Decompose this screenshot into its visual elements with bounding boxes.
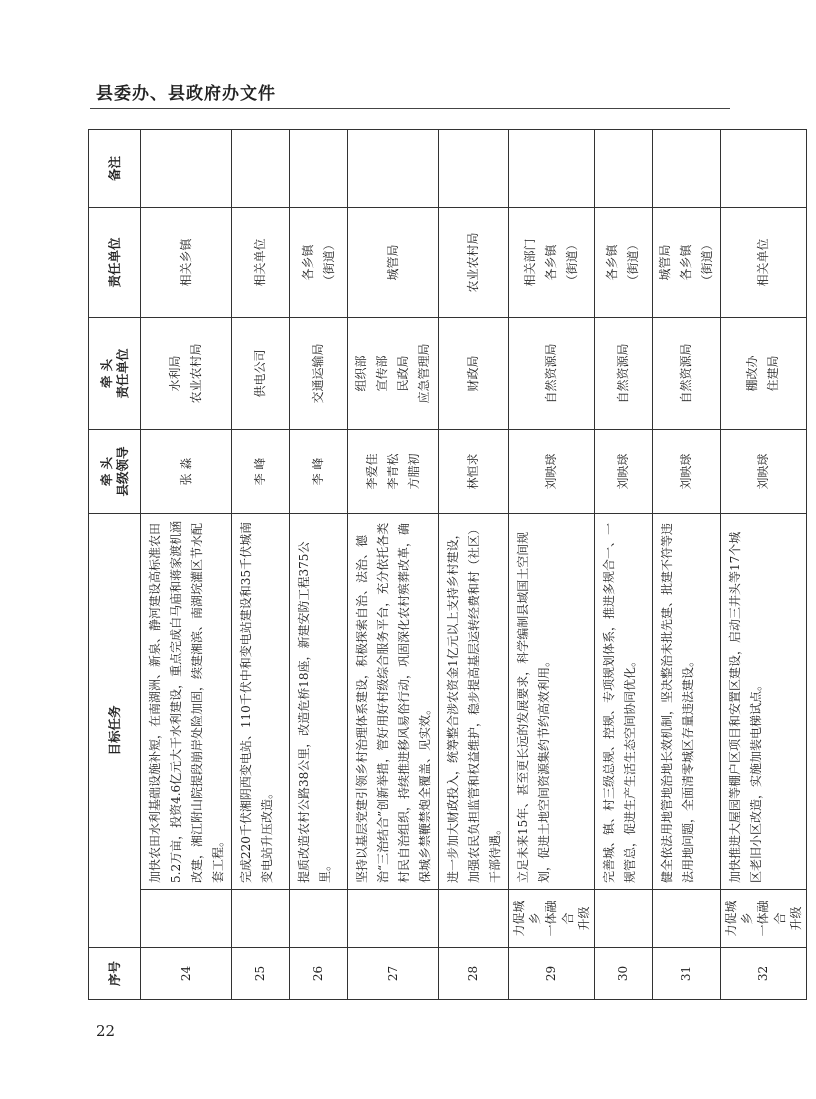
cell-task: 完善城、镇、村三级总规、控规、专项规划体系，推进多规合一、一规管总，促进生产生活生态空间协同优化。	[594, 513, 652, 889]
table-row	[439, 129, 509, 999]
cell-lead-unit: 供电公司	[232, 317, 290, 429]
cell-task: 加快农田水利基础设施补短，在南湖洲、新泉、静河建设高标准农田5.2万亩，投资4.6亿元大干水利建设，重点完成白马庙和蒋家渡机涵改建，湘江附山院提段崩岸处险加固，续建湘滨、南湖垸灌区节水配套工程。	[141, 513, 232, 889]
cell-remark	[720, 129, 806, 207]
cell-resp-unit: 各乡镇 （街道）	[290, 207, 348, 317]
header-leader: 牵 头 县级领导	[89, 429, 141, 513]
cell-remark	[439, 129, 509, 207]
cell-task: 进一步加大财政投入，统筹整合涉农资金1亿元以上支持乡村建设，加强农民负担监管和权益维护，稳步提高基层运转经费和村（社区）干部待遇。	[439, 513, 509, 889]
cell-goal	[348, 890, 439, 948]
cell-remark	[232, 129, 290, 207]
rotated-table-frame	[88, 130, 803, 1000]
cell-lead-unit: 自然资源局	[652, 317, 720, 429]
cell-seq: 24	[141, 948, 232, 1000]
cell-resp-unit: 城管局 各乡镇 （街道）	[652, 207, 720, 317]
cell-lead-unit: 交通运输局	[290, 317, 348, 429]
cell-leader: 张 淼	[141, 429, 232, 513]
cell-goal	[652, 890, 720, 948]
header-resp-unit: 责任单位	[89, 207, 141, 317]
cell-seq: 32	[720, 948, 806, 1000]
cell-leader: 林恒求	[439, 429, 509, 513]
cell-seq: 27	[348, 948, 439, 1000]
header-rule	[90, 108, 730, 109]
cell-leader: 刘映球	[652, 429, 720, 513]
cell-leader: 刘映球	[594, 429, 652, 513]
cell-lead-unit: 组织部 宣传部 民政局 应急管理局	[348, 317, 439, 429]
cell-resp-unit: 各乡镇 （街道）	[594, 207, 652, 317]
cell-task: 提质改造农村公路38公里，改造危桥18座，新建安防工程375公里。	[290, 513, 348, 889]
cell-leader: 李爱佳 李青松 方腊初	[348, 429, 439, 513]
cell-goal	[141, 890, 232, 948]
cell-task: 加快推进大屋园等棚户区项目和安置区建设，启动三井头等17个城区老旧小区改造，实施加装电梯试点。	[720, 513, 806, 889]
header-title: 县委办、县政府办文件	[96, 84, 276, 104]
cell-remark	[348, 129, 439, 207]
cell-seq: 30	[594, 948, 652, 1000]
cell-leader: 刘映球	[720, 429, 806, 513]
cell-lead-unit: 水利局 农业农村局	[141, 317, 232, 429]
cell-resp-unit: 相关部门 各乡镇 （街道）	[509, 207, 595, 317]
cell-lead-unit: 自然资源局	[594, 317, 652, 429]
table-row	[290, 129, 348, 999]
header-lead-unit: 牵 头 责任单位	[89, 317, 141, 429]
cell-goal	[439, 890, 509, 948]
cell-resp-unit: 相关单位	[232, 207, 290, 317]
cell-seq: 29	[509, 948, 595, 1000]
cell-seq: 25	[232, 948, 290, 1000]
cell-task: 完成220千伏湘阴西变电站、110千伏中和变电站建设和35千伏城南变电站升压改造。	[232, 513, 290, 889]
cell-task: 立足未来15年、甚至更长远的发展要求，科学编制县域国土空间规划，促进土地空间资源集约节约高效利用。	[509, 513, 595, 889]
table-row	[652, 129, 720, 999]
cell-goal	[594, 890, 652, 948]
cell-remark	[141, 129, 232, 207]
table-row	[509, 129, 595, 999]
cell-seq: 31	[652, 948, 720, 1000]
header-goal: 目标任务	[89, 513, 141, 947]
cell-resp-unit: 相关单位	[720, 207, 806, 317]
cell-resp-unit: 相关乡镇	[141, 207, 232, 317]
header-remark: 备注	[89, 129, 141, 207]
cell-leader: 李 峰	[232, 429, 290, 513]
cell-lead-unit: 自然资源局	[509, 317, 595, 429]
cell-remark	[509, 129, 595, 207]
cell-task: 坚持以基层党建引领乡村治理体系建设，积极探索自治、法治、德治“三治结合”创新举措，管好用好村级综合服务平台，充分依托各类村民自治组织，持续推进移风易俗行动，巩固深化农村殡葬改革，确保城乡禁鞭禁炮全覆盖、见实效。	[348, 513, 439, 889]
cell-lead-unit: 财政局	[439, 317, 509, 429]
cell-remark	[290, 129, 348, 207]
cell-remark	[652, 129, 720, 207]
cell-resp-unit: 城管局	[348, 207, 439, 317]
cell-goal: 力促城乡 一体融合 升级	[720, 890, 806, 948]
table-row	[348, 129, 439, 999]
cell-leader: 刘映球	[509, 429, 595, 513]
cell-goal: 力促城乡 一体融合 升级	[509, 890, 595, 948]
cell-goal	[290, 890, 348, 948]
page-number: 22	[96, 1022, 116, 1040]
task-table	[88, 129, 807, 1000]
cell-leader: 李 峰	[290, 429, 348, 513]
header-seq: 序号	[89, 948, 141, 1000]
cell-lead-unit: 棚改办 住建局	[720, 317, 806, 429]
cell-seq: 26	[290, 948, 348, 1000]
cell-seq: 28	[439, 948, 509, 1000]
cell-goal	[232, 890, 290, 948]
table-container	[88, 130, 803, 1000]
table-row	[232, 129, 290, 999]
table-row	[720, 129, 806, 999]
cell-resp-unit: 农业农村局	[439, 207, 509, 317]
cell-remark	[594, 129, 652, 207]
table-header-row	[89, 129, 141, 999]
cell-task: 健全依法用地管地治地长效机制，坚决整治未批先建、批建不符等违法用地问题，全面清零城区存量违法建设。	[652, 513, 720, 889]
table-row	[594, 129, 652, 999]
table-row	[141, 129, 232, 999]
